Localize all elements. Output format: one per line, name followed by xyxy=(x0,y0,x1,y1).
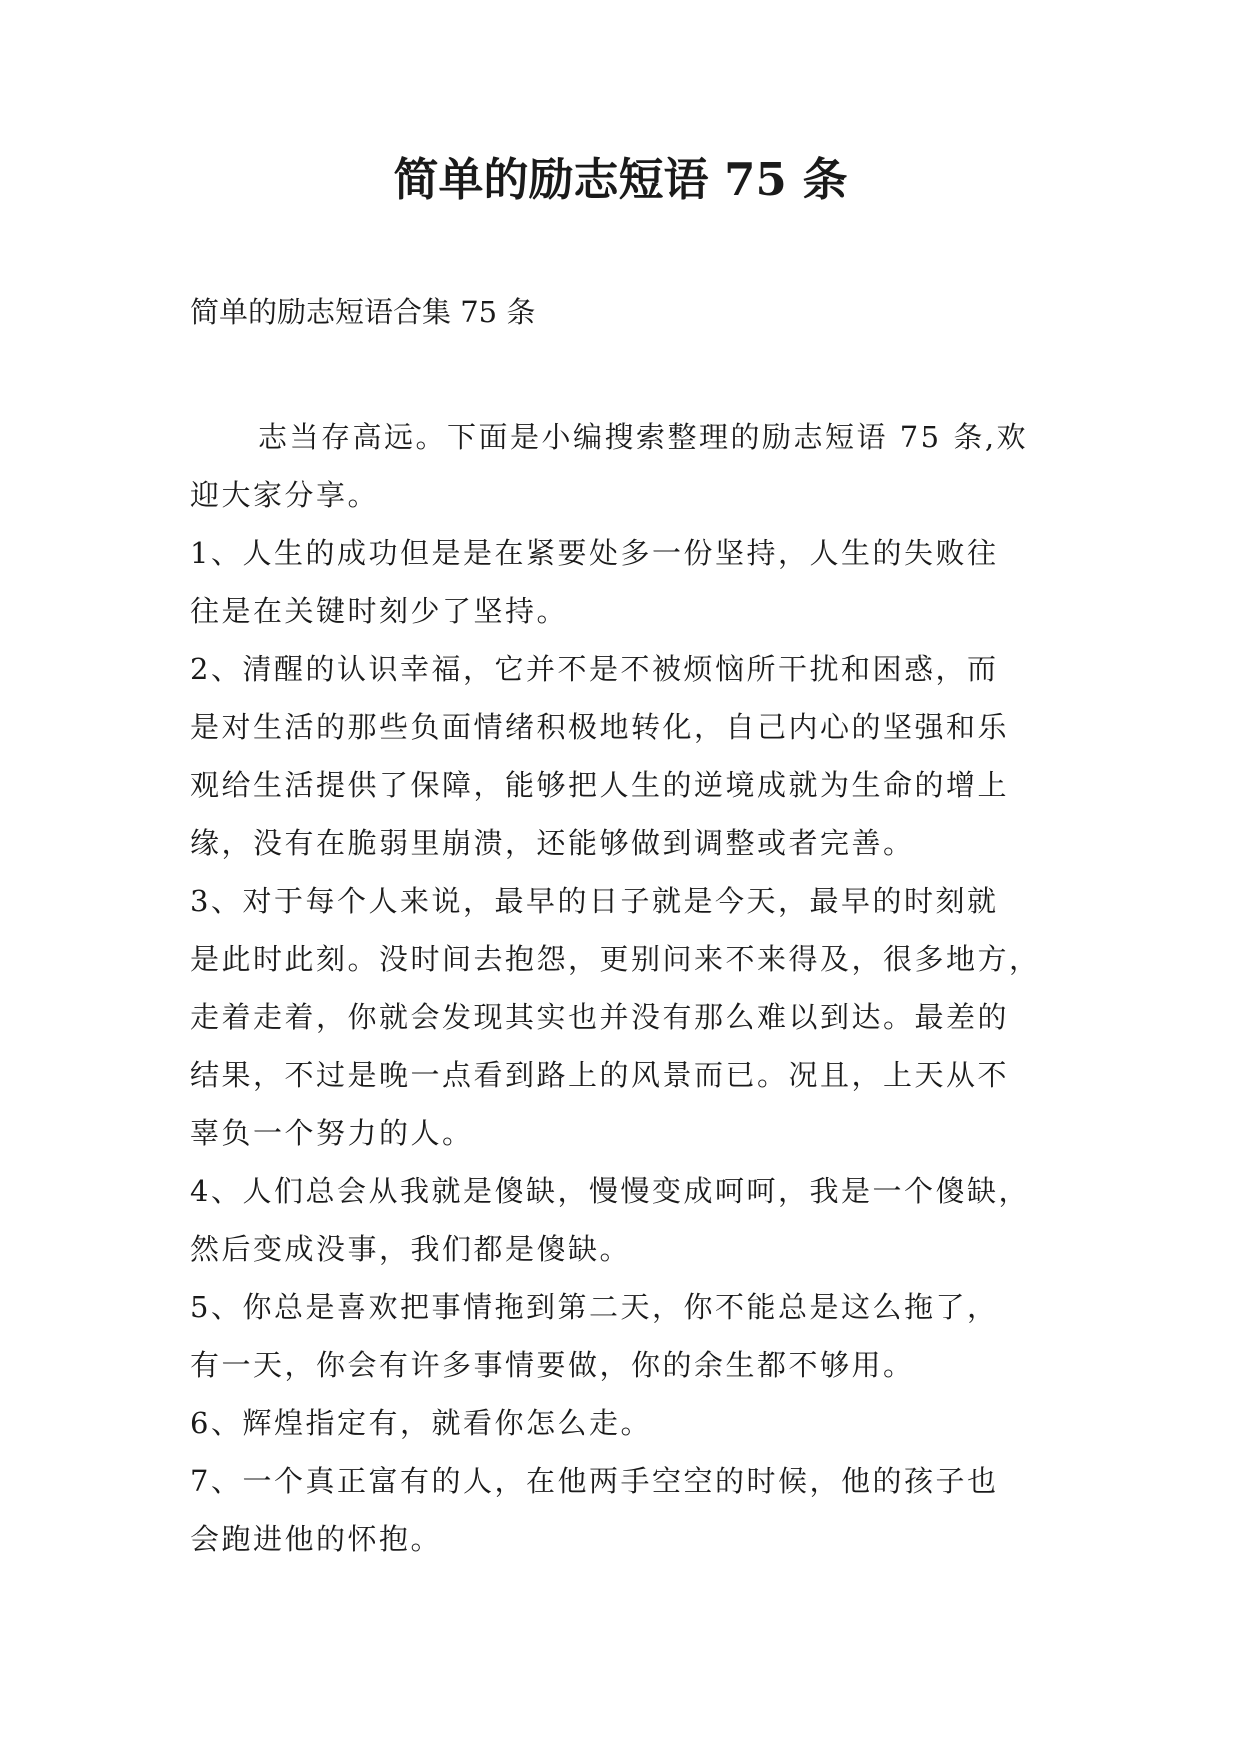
quote-7-line: 会跑进他的怀抱。 xyxy=(190,1522,443,1556)
document-title: 简单的励志短语 75 条 xyxy=(393,153,848,206)
quote-3-line: 辜负一个努力的人。 xyxy=(190,1116,474,1150)
quote-4-line: 4、人们总会从我就是傻缺，慢慢变成呵呵，我是一个傻缺， xyxy=(190,1174,1030,1208)
quote-2-line: 缘，没有在脆弱里崩溃，还能够做到调整或者完善。 xyxy=(190,826,915,860)
quote-4-line: 然后变成没事，我们都是傻缺。 xyxy=(190,1232,632,1266)
quote-1-line: 往是在关键时刻少了坚持。 xyxy=(190,594,569,628)
document-body xyxy=(190,408,1090,1568)
intro-line: 志当存高远。下面是小编搜索整理的励志短语 75 条,欢 xyxy=(258,420,1029,454)
quote-3-line: 结果，不过是晚一点看到路上的风景而已。况且，上天从不 xyxy=(190,1058,1010,1092)
quote-1-line: 1、人生的成功但是是在紧要处多一份坚持，人生的失败往 xyxy=(190,536,999,570)
quote-2-line: 2、清醒的认识幸福，它并不是不被烦恼所干扰和困惑，而 xyxy=(190,652,999,686)
quote-7-line: 7、一个真正富有的人，在他两手空空的时候，他的孩子也 xyxy=(190,1464,999,1498)
document-subtitle: 简单的励志短语合集 75 条 xyxy=(190,295,536,329)
quote-6-line: 6、辉煌指定有，就看你怎么走。 xyxy=(190,1406,652,1440)
quote-3-line: 3、对于每个人来说，最早的日子就是今天，最早的时刻就 xyxy=(190,884,999,918)
quote-5-line: 5、你总是喜欢把事情拖到第二天，你不能总是这么拖了， xyxy=(190,1290,999,1324)
quote-2-line: 观给生活提供了保障，能够把人生的逆境成就为生命的增上 xyxy=(190,768,1010,802)
quote-3-line: 是此时此刻。没时间去抱怨，更别问来不来得及，很多地方， xyxy=(190,942,1041,976)
quote-5-line: 有一天，你会有许多事情要做，你的余生都不够用。 xyxy=(190,1348,915,1382)
quote-3-line: 走着走着，你就会发现其实也并没有那么难以到达。最差的 xyxy=(190,1000,1010,1034)
quote-2-line: 是对生活的那些负面情绪积极地转化，自己内心的坚强和乐 xyxy=(190,710,1010,744)
intro-line: 迎大家分享。 xyxy=(190,478,380,512)
